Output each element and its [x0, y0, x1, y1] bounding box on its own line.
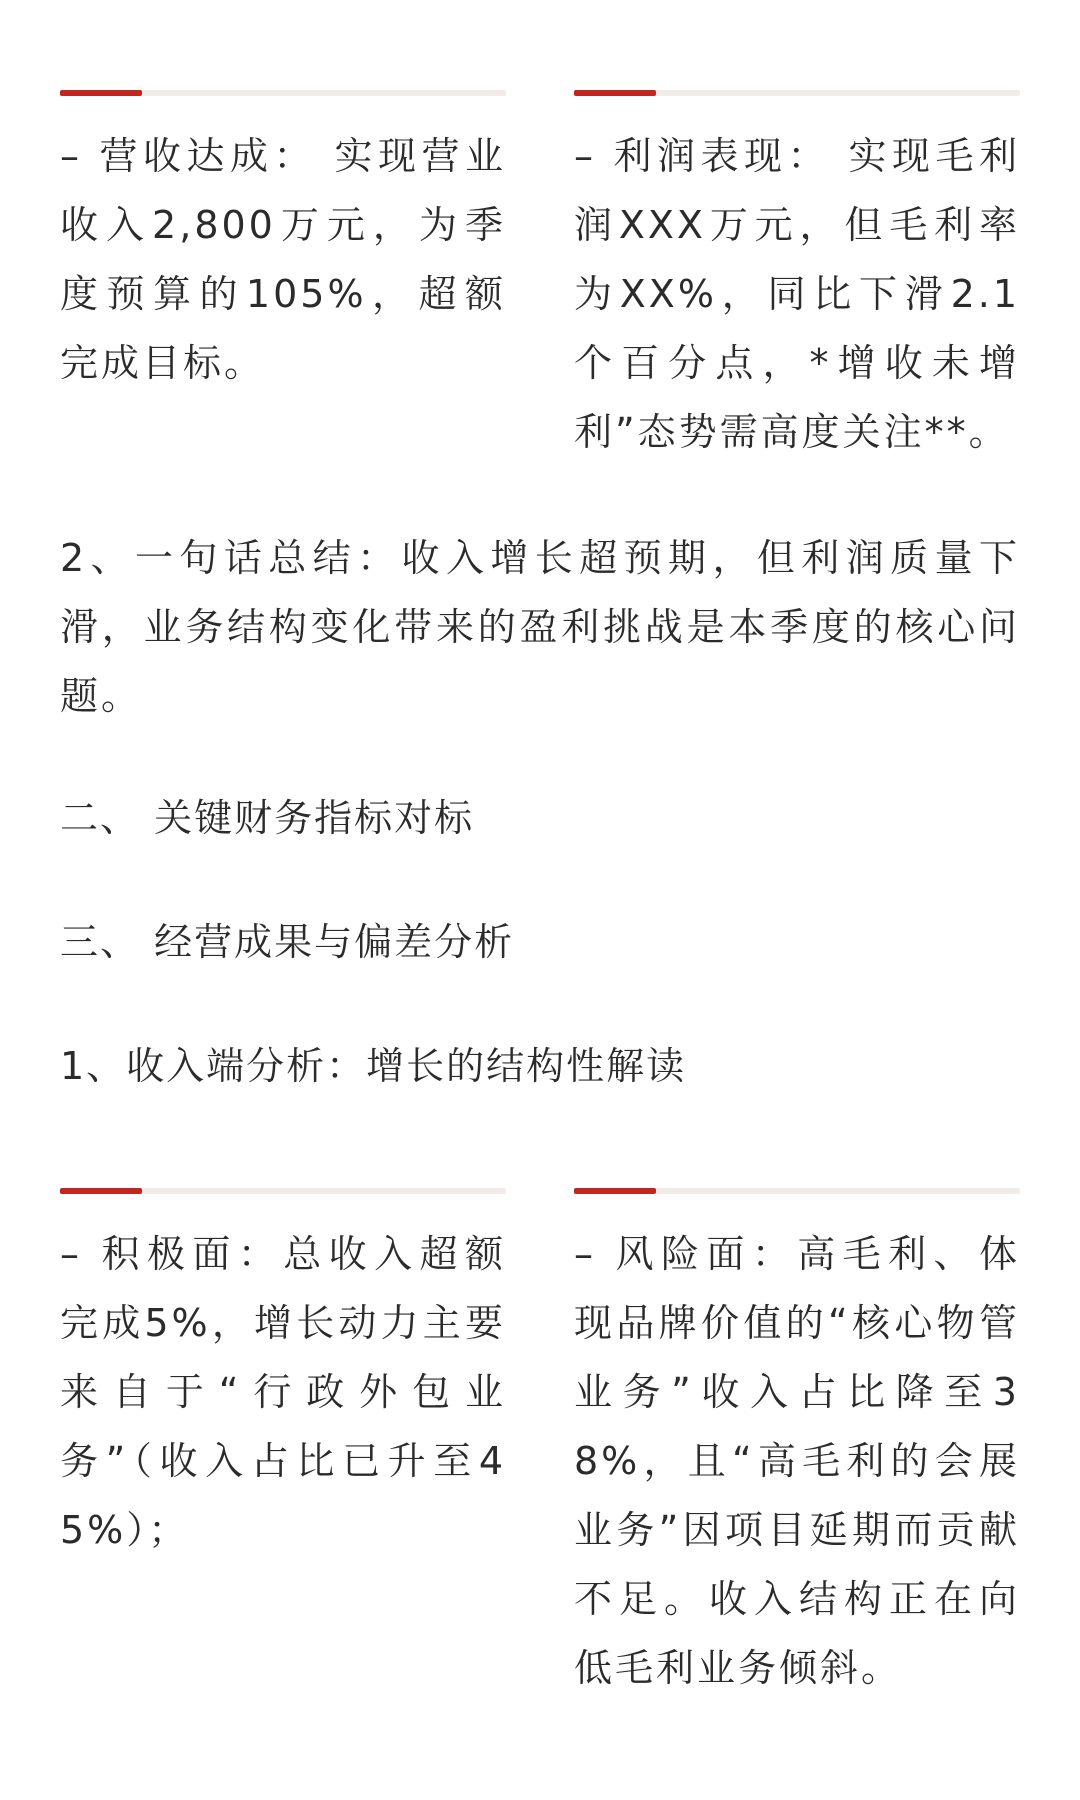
- card-divider: [60, 90, 506, 96]
- bottom-card-row: [60, 1188, 1020, 1741]
- risk-card-text: – 风险面：高毛利、体现品牌价值的“核心物管业务”收入占比降至38%，且“高毛利的会展业务”因项目延期而贡献不足。收入结构正在向低毛利业务倾斜。: [574, 1232, 1020, 1690]
- subheading-block-1: [60, 1040, 1020, 1092]
- card-accent-bar: [60, 90, 142, 96]
- card-accent-bar: [60, 1188, 142, 1194]
- positive-card: [60, 1188, 506, 1741]
- revenue-card: [60, 90, 506, 505]
- summary-paragraph: 2、一句话总结：收入增长超预期，但利润质量下滑，业务结构变化带来的盈利挑战是本季度的核心问题。: [60, 536, 1020, 718]
- card-accent-bar: [574, 90, 656, 96]
- revenue-card-text: – 营收达成： 实现营业收入2,800万元，为季度预算的105%，超额完成目标。: [60, 134, 506, 385]
- profit-card: [574, 90, 1020, 505]
- card-divider: [574, 1188, 1020, 1194]
- heading-block-3: [60, 916, 1020, 968]
- positive-card-text: – 积极面：总收入超额完成5%，增长动力主要来自于“行政外包业务”（收入占比已升至45%）；: [60, 1232, 506, 1552]
- heading-block-2: [60, 792, 1020, 844]
- section-heading-3: 三、 经营成果与偏差分析: [60, 920, 515, 964]
- subsection-heading-1: 1、收入端分析：增长的结构性解读: [60, 1044, 687, 1088]
- card-accent-bar: [574, 1188, 656, 1194]
- risk-card: [574, 1188, 1020, 1741]
- card-divider: [60, 1188, 506, 1194]
- top-card-row: [60, 90, 1020, 505]
- card-divider: [574, 90, 1020, 96]
- section-heading-2: 二、 关键财务指标对标: [60, 796, 475, 840]
- profit-card-text: – 利润表现： 实现毛利润XXX万元，但毛利率为XX%，同比下滑2.1个百分点，*增收未增利”态势需高度关注**。: [574, 134, 1020, 454]
- summary-block: [60, 524, 1020, 731]
